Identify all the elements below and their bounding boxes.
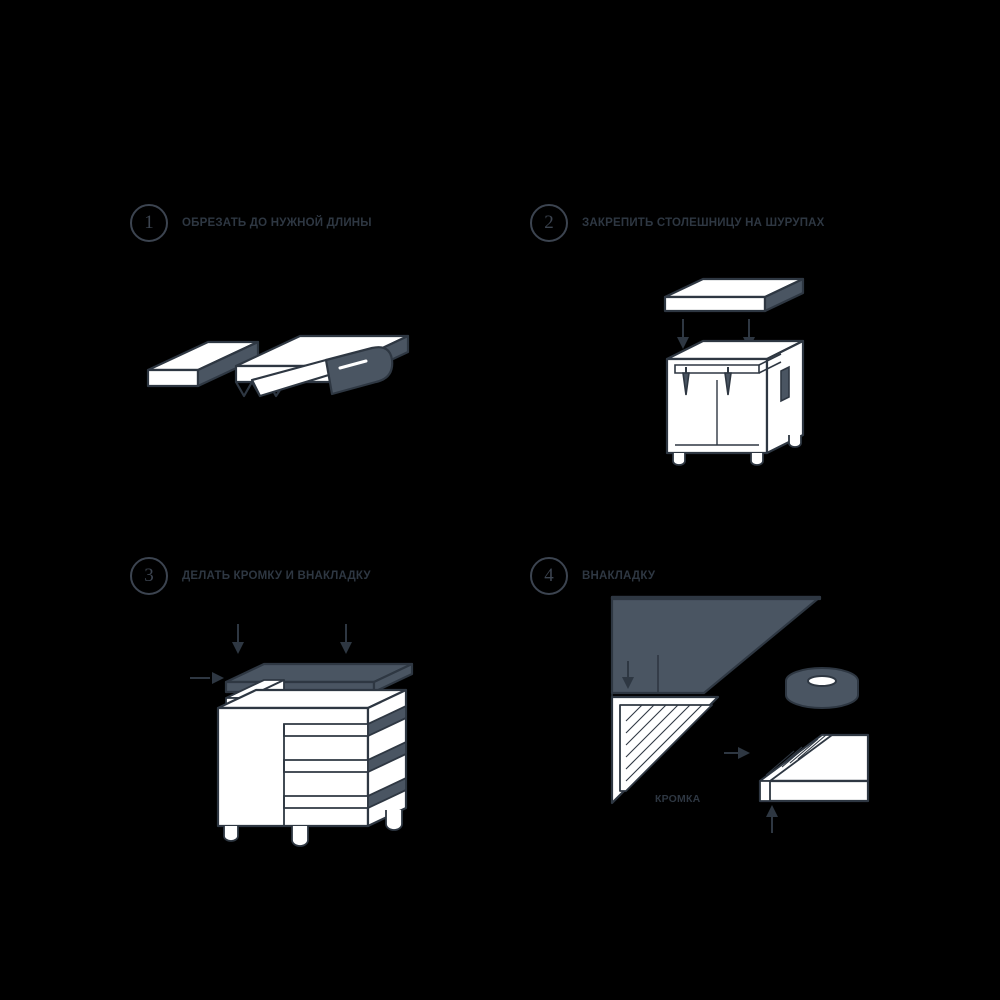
step-1-header [130,204,372,242]
step-2-title: ЗАКРЕПИТЬ СТОЛЕШНИЦУ НА ШУРУПАХ [582,217,825,229]
step-4-title: ВНАКЛАДКУ [582,570,656,582]
cabinet-edge-install-illustration [180,620,440,870]
step-4-number: 4 [530,557,568,595]
edge-banding-illustration [600,585,880,845]
panel-saw-cut-illustration [140,320,440,460]
step-3-title: ДЕЛАТЬ КРОМКУ И ВНАКЛАДКУ [182,570,371,582]
step-2-number: 2 [530,204,568,242]
step-3-header [130,557,371,595]
step-3-number: 3 [130,557,168,595]
edge-band-label: КРОМКА [655,793,701,805]
countertop-on-cabinet-illustration [655,275,825,485]
step-1-title: ОБРЕЗАТЬ ДО НУЖНОЙ ДЛИНЫ [182,217,372,229]
step-1-number: 1 [130,204,168,242]
step-2-header [530,204,825,242]
